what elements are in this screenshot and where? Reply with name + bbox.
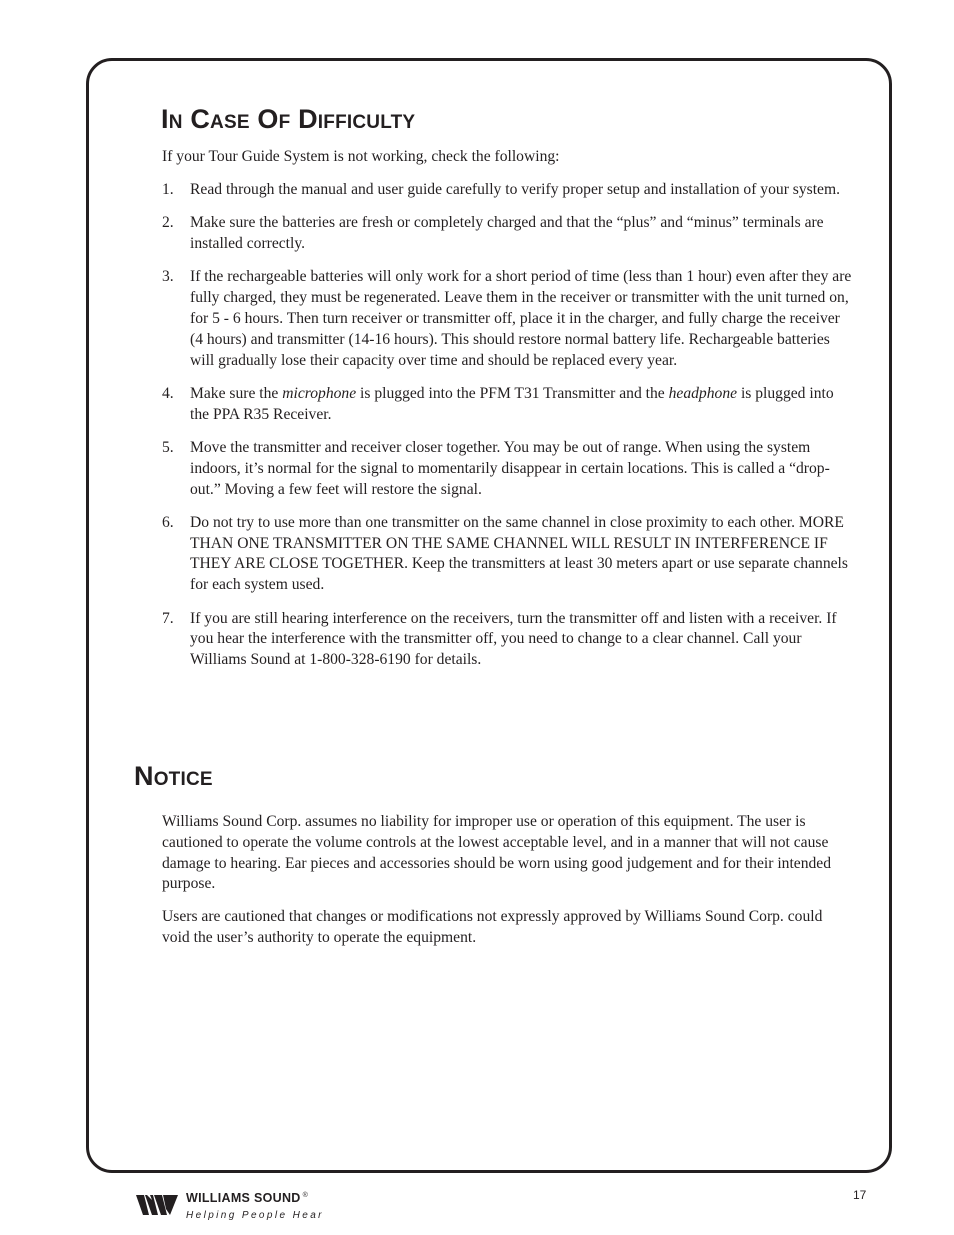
brand-name-text: WILLIAMS SOUND xyxy=(186,1191,301,1205)
notice-paragraph: Williams Sound Corp. assumes no liability for improper use or operation of this equipment. The user is cautioned to operate the volume controls at the lowest acceptable level, and in a manner that will not cause damage to hearing. Ear pieces and accessories should be worn using good judgement and for their intended purpose. xyxy=(162,813,832,893)
registered-mark: ® xyxy=(302,1192,309,1199)
notice-heading: Notice xyxy=(134,761,213,791)
brand-name xyxy=(186,1191,324,1208)
logo-text xyxy=(186,1191,324,1222)
list-item xyxy=(162,213,852,255)
list-item xyxy=(162,384,852,426)
list-item-text: If you are still hearing interference on the receivers, turn the transmitter off and listen with a receiver. If you hear the interference with the transmitter off, you need to change to a clear channel. Call your Williams Sound at 1-800-328-6190 for details. xyxy=(190,609,837,669)
notice-paragraph: Users are cautioned that changes or modifications not expressly approved by Williams Sound Corp. could void the user’s authority to operate the equipment. xyxy=(162,908,823,946)
list-item-text: Read through the manual and user guide carefully to verify proper setup and installation of your system. xyxy=(190,181,840,198)
list-item xyxy=(162,513,852,596)
list-item-number: 2. xyxy=(162,214,174,232)
emphasis-headphone: headphone xyxy=(668,384,738,402)
text-segment: Make sure the xyxy=(190,384,283,402)
list-item xyxy=(162,180,852,201)
list-item-text: Make sure the batteries are fresh or completely charged and that the “plus” and “minus” terminals are installed correctly. xyxy=(190,214,824,253)
footer-logo xyxy=(136,1191,324,1221)
list-item-number: 4. xyxy=(162,384,174,402)
list-item xyxy=(162,609,852,671)
brand-tagline: Helping People Hear xyxy=(186,1210,324,1221)
list-item-number: 1. xyxy=(162,181,174,198)
page-number: 17 xyxy=(853,1188,867,1202)
text-segment: is plugged into the PFM T31 Transmitter and the xyxy=(356,384,669,402)
williams-sound-wave-logo-icon xyxy=(136,1191,180,1219)
list-item xyxy=(162,438,852,500)
list-item-number: 3. xyxy=(162,268,174,286)
list-item-text: Do not try to use more than one transmitter on the same channel in close proximity to each other. MORE THAN ONE TRANSMITTER ON THE SAME CHANNEL WILL RESULT IN INTERFERENCE IF THEY ARE CLOSE TOGETHER. Keep the transmitters at least 30 meters apart or use separate channels for each system used. xyxy=(190,513,848,594)
difficulty-list xyxy=(162,180,852,683)
emphasis-microphone: microphone xyxy=(282,384,357,402)
list-item xyxy=(162,267,852,371)
list-item-text: Move the transmitter and receiver closer together. You may be out of range. When using the system indoors, it’s normal for the signal to momentarily disappear in certain locations. This is called a “drop-out.” Moving a few feet will restore the signal. xyxy=(190,438,830,498)
list-item-text xyxy=(190,384,852,426)
list-item-number: 6. xyxy=(162,513,174,531)
text-segment: is plugged into the PPA R35 Receiver. xyxy=(190,384,834,423)
list-item-text: If the rechargeable batteries will only work for a short period of time (less than 1 hour) even after they are fully charged, they must be regenerated. Leave them in the receiver or transmitter with the unit turned on, for 5 - 6 hours. Then turn receiver or transmitter off, place it in the charger, and fully charge the receiver (4 hours) and transmitter (14-16 hours). This should restore normal battery life. Rechargeable batteries will gradually lose their capacity over time and should be replaced every year. xyxy=(190,268,852,369)
list-item-number: 7. xyxy=(162,609,174,627)
difficulty-heading: In Case Of Difficulty xyxy=(161,104,416,134)
list-item-number: 5. xyxy=(162,438,174,456)
difficulty-intro: If your Tour Guide System is not working, check the following: xyxy=(162,148,560,165)
